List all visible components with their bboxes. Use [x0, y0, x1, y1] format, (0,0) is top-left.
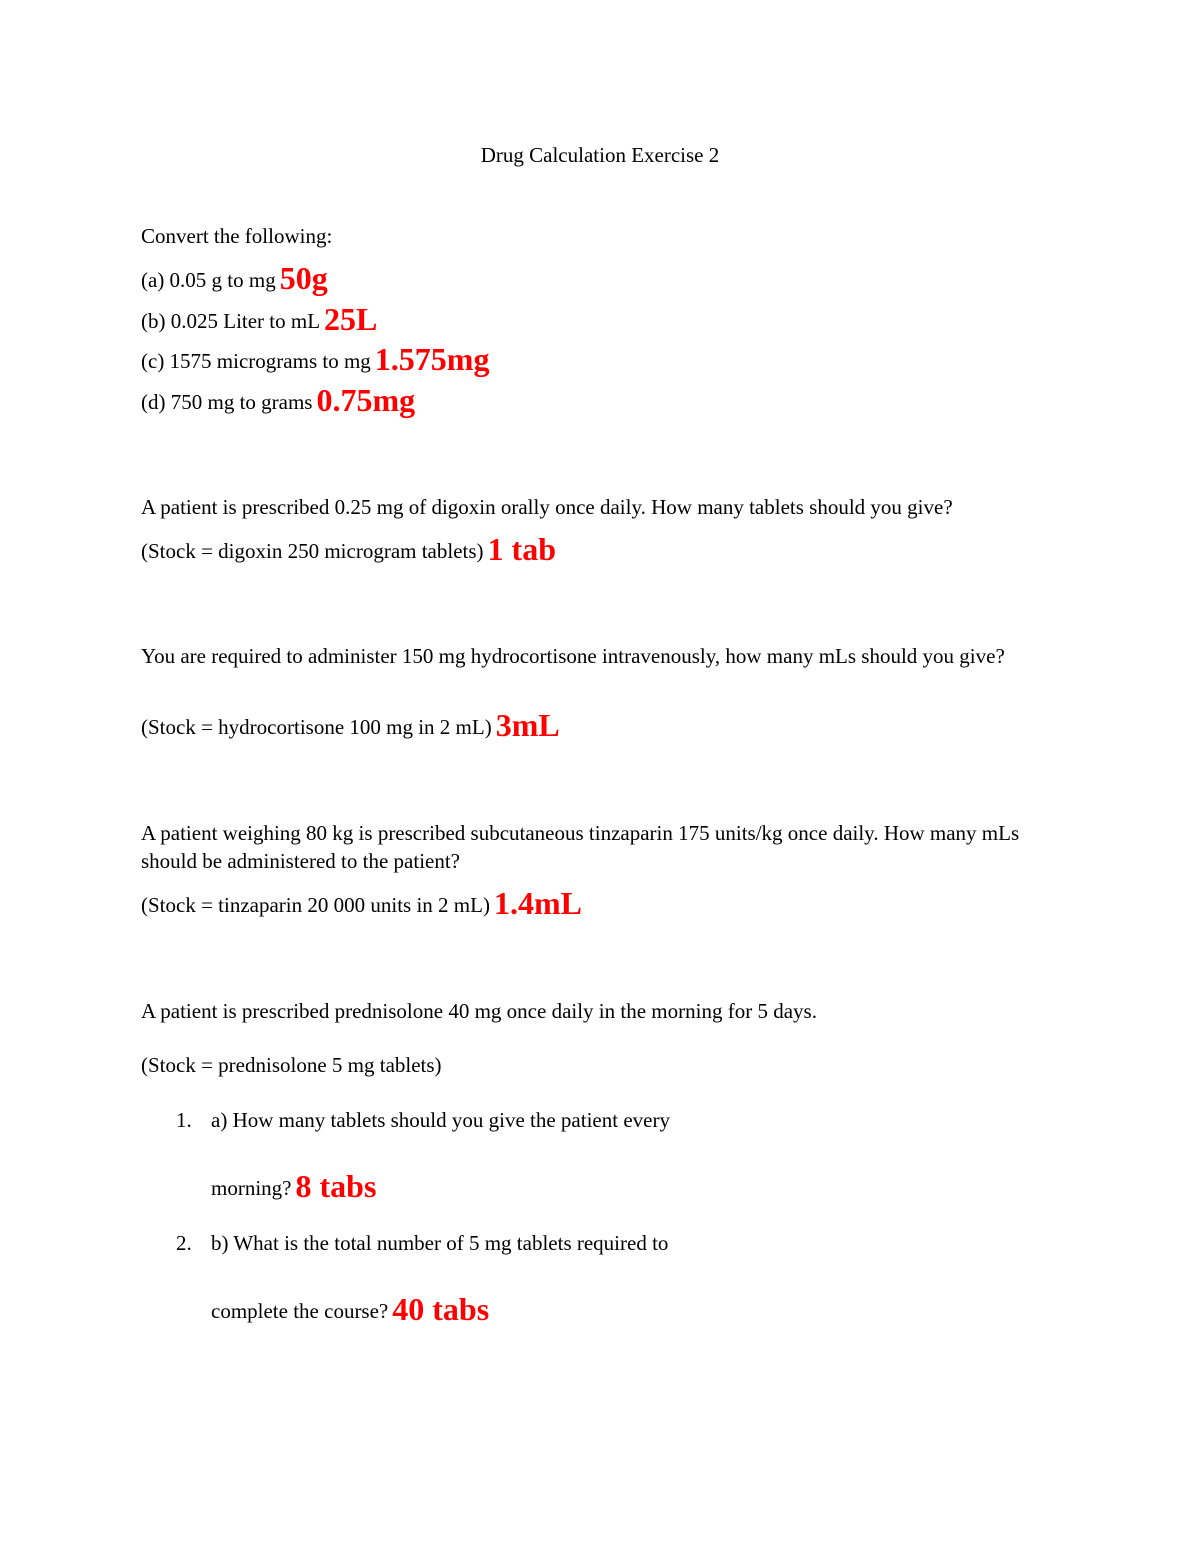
convert-question: (a) 0.05 g to mg — [141, 268, 276, 292]
hydrocortisone-stock-line — [141, 709, 560, 741]
prednisolone-part-a-cont: morning? — [211, 1176, 292, 1200]
tinzaparin-stock-line — [141, 887, 582, 919]
convert-answer: 0.75mg — [316, 382, 416, 418]
convert-answer: 50g — [279, 260, 328, 296]
prednisolone-part-a-answer: 8 tabs — [295, 1168, 377, 1204]
digoxin-answer: 1 tab — [487, 531, 556, 567]
hydrocortisone-question: You are required to administer 150 mg hydrocortisone intravenously, how many mLs should you give? — [141, 644, 1005, 668]
prednisolone-part-a-line2 — [211, 1170, 376, 1202]
prednisolone-part-b-answer: 40 tabs — [392, 1291, 490, 1327]
prednisolone-part-b-line2 — [211, 1293, 489, 1325]
convert-item-c — [141, 343, 489, 375]
digoxin-question: A patient is prescribed 0.25 mg of digoxin orally once daily. How many tablets should you give? — [141, 495, 953, 519]
digoxin-stock: (Stock = digoxin 250 microgram tablets) — [141, 539, 484, 563]
convert-heading: Convert the following: — [141, 224, 333, 248]
convert-item-a — [141, 262, 328, 294]
convert-item-d — [141, 384, 415, 416]
document-title: Drug Calculation Exercise 2 — [480, 143, 720, 167]
convert-question: (d) 750 mg to grams — [141, 390, 313, 414]
list-number: 1. — [176, 1108, 192, 1132]
prednisolone-stock: (Stock = prednisolone 5 mg tablets) — [141, 1053, 442, 1077]
convert-answer: 1.575mg — [374, 341, 490, 377]
prednisolone-part-a-question: a) How many tablets should you give the patient every — [211, 1108, 670, 1132]
hydrocortisone-stock: (Stock = hydrocortisone 100 mg in 2 mL) — [141, 715, 492, 739]
convert-question: (b) 0.025 Liter to mL — [141, 309, 321, 333]
prednisolone-part-b-cont: complete the course? — [211, 1299, 389, 1323]
tinzaparin-question: A patient weighing 80 kg is prescribed subcutaneous tinzaparin 175 units/kg once daily. How many mLs should be administered to the patient? — [141, 821, 1020, 873]
prednisolone-part-b-question: b) What is the total number of 5 mg tablets required to — [211, 1231, 669, 1255]
convert-question: (c) 1575 micrograms to mg — [141, 349, 371, 373]
tinzaparin-answer: 1.4mL — [493, 885, 582, 921]
digoxin-stock-line — [141, 533, 556, 565]
tinzaparin-stock: (Stock = tinzaparin 20 000 units in 2 mL) — [141, 893, 490, 917]
convert-item-b — [141, 303, 377, 335]
prednisolone-question: A patient is prescribed prednisolone 40 mg once daily in the morning for 5 days. — [141, 999, 817, 1023]
list-number: 2. — [176, 1231, 192, 1255]
hydrocortisone-answer: 3mL — [495, 707, 560, 743]
convert-answer: 25L — [324, 301, 378, 337]
